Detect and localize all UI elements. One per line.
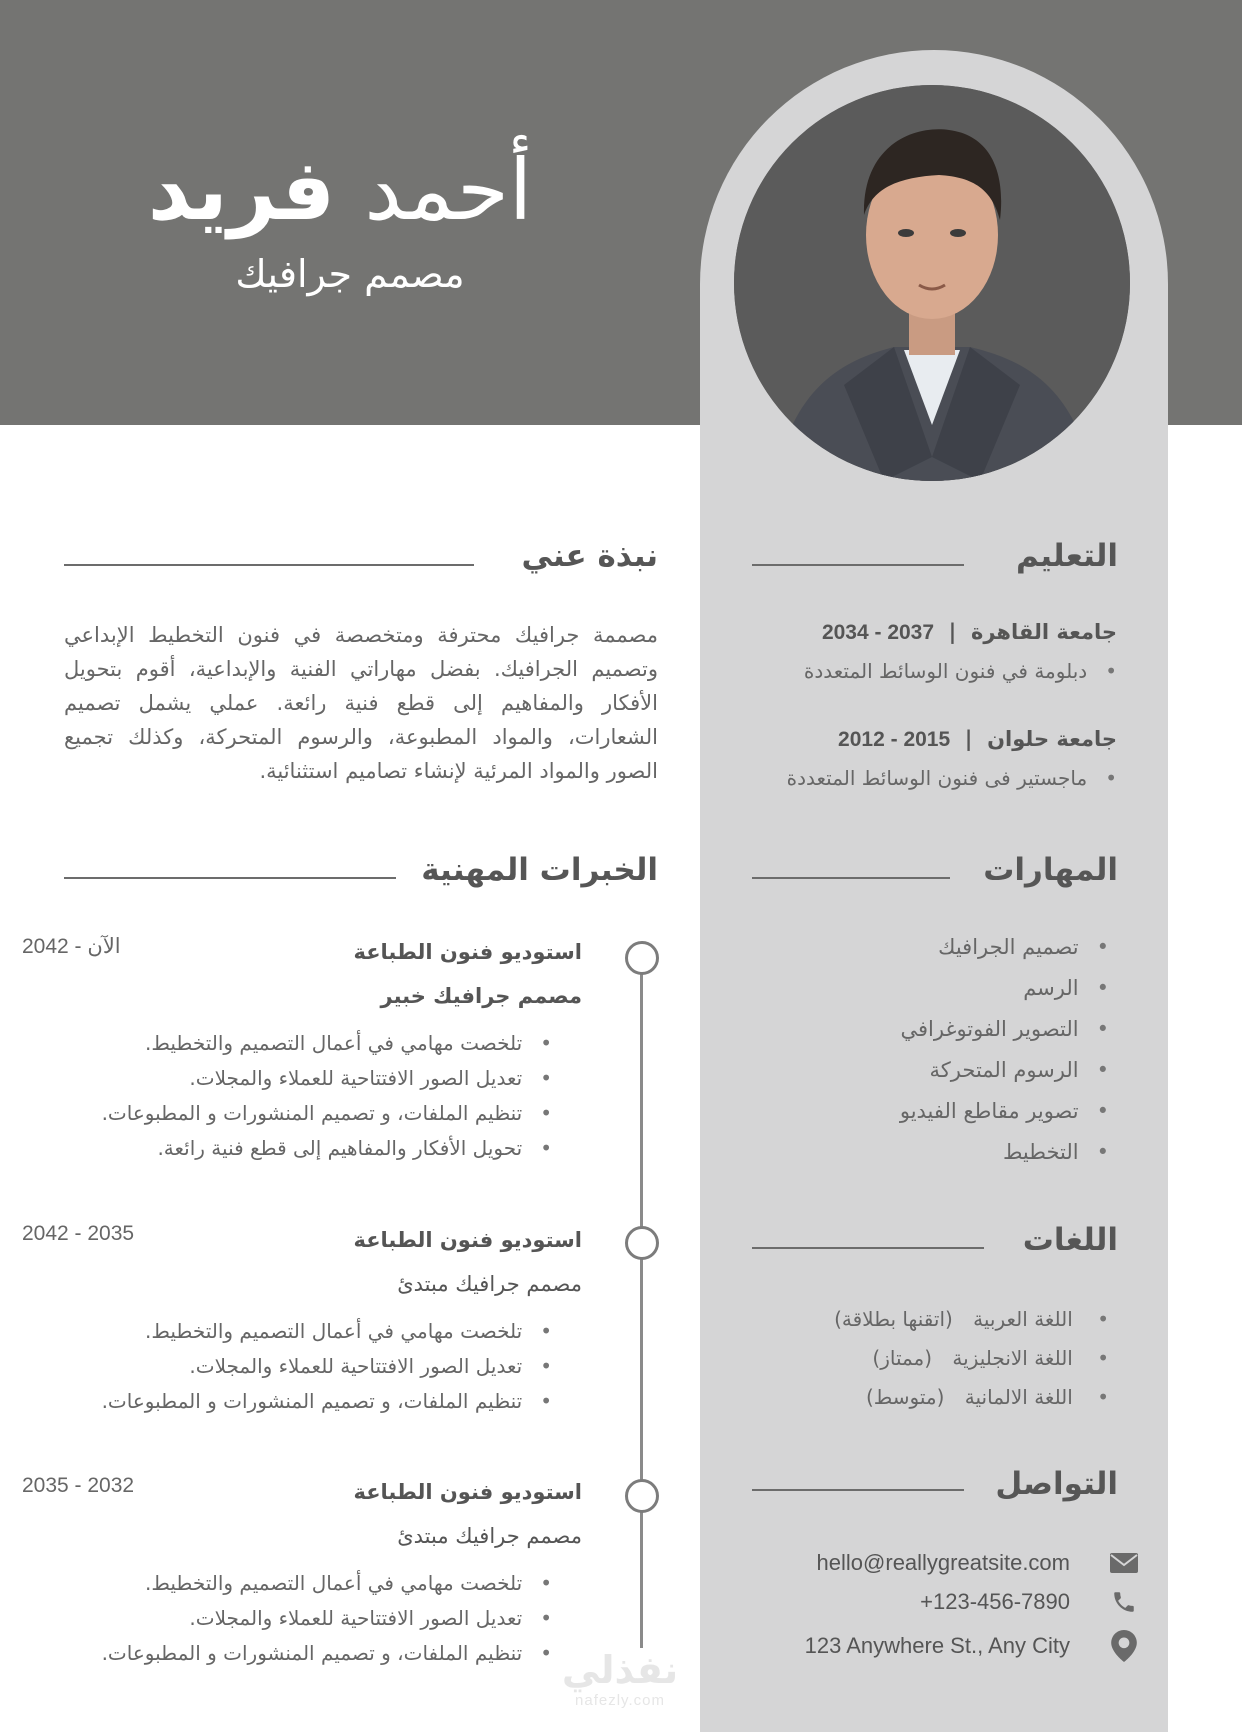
skill-item: • تصوير مقاطع الفيديو bbox=[749, 1094, 1109, 1135]
skill-item: • التصوير الفوتوغرافي bbox=[749, 1012, 1109, 1053]
school-name: جامعة حلوان bbox=[987, 727, 1117, 751]
skills-divider bbox=[752, 877, 950, 879]
language-item bbox=[729, 1341, 1109, 1380]
language-item bbox=[729, 1380, 1109, 1419]
language-item bbox=[729, 1302, 1109, 1341]
skill-item: • الرسوم المتحركة bbox=[749, 1053, 1109, 1094]
first-name: أحمد bbox=[364, 141, 533, 239]
language-name: اللغة الانجليزية bbox=[952, 1346, 1073, 1370]
job-role: مصمم جرافيك خبير bbox=[380, 984, 582, 1008]
envelope-icon bbox=[1108, 1547, 1140, 1579]
job-task: • تعديل الصور الافتتاحية للعملاء والمجلات. bbox=[32, 1351, 552, 1386]
education-heading bbox=[717, 727, 1117, 752]
education-years: 2015 - 2012 bbox=[838, 728, 951, 751]
email-text[interactable]: hello@reallygreatsite.com bbox=[816, 1550, 1070, 1575]
contact-title: التواصل bbox=[995, 1466, 1118, 1502]
watermark bbox=[540, 1648, 700, 1709]
job-task: • تعديل الصور الافتتاحية للعملاء والمجلات. bbox=[32, 1603, 552, 1638]
school-name: جامعة القاهرة bbox=[970, 620, 1117, 644]
job-task: • تلخصت مهامي في أعمال التصميم والتخطيط. bbox=[32, 1568, 552, 1603]
languages-divider bbox=[752, 1247, 984, 1249]
timeline-node bbox=[625, 1226, 659, 1260]
skill-item: • التخطيط bbox=[749, 1135, 1109, 1176]
job-date: 2035 - 2032 bbox=[22, 1474, 135, 1497]
language-level: (متوسط) bbox=[866, 1385, 945, 1409]
job-title: مصمم جرافيك bbox=[235, 252, 465, 296]
job-task: • تنظيم الملفات، و تصميم المنشورات و المطبوعات. bbox=[32, 1098, 552, 1133]
job-date: 2042 - 2035 bbox=[22, 1222, 135, 1245]
job-role: مصمم جرافيك مبتدئ bbox=[397, 1272, 582, 1296]
contact-email[interactable] bbox=[700, 1545, 1100, 1581]
language-name: اللغة الالمانية bbox=[964, 1385, 1073, 1409]
language-level: (اتقنها بطلاقة) bbox=[834, 1307, 953, 1331]
job-company: استوديو فنون الطباعة bbox=[353, 1228, 582, 1252]
address-text: 123 Anywhere St., Any City bbox=[804, 1633, 1070, 1658]
languages-list bbox=[729, 1302, 1109, 1419]
about-text: مصممة جرافيك محترفة ومتخصصة في فنون التخطيط الإبداعي وتصميم الجرافيك. بفضل مهاراتي الفنية والإبداعية، أقوم بتحويل الأفكار والمفاهيم إلى قطع فنية رائعة. عملي يشمل تصميم الشعارات، والمواد المطبوعة، والرسوم المتحركة، وكذلك تجميع الصور والمواد المرئية لإنشاء تصاميم استثنائية. bbox=[64, 623, 658, 783]
last-name: فريد bbox=[147, 141, 336, 239]
profile-photo bbox=[734, 85, 1130, 481]
timeline-node bbox=[625, 941, 659, 975]
candidate-name bbox=[140, 140, 540, 240]
education-divider bbox=[752, 564, 964, 566]
job-role: مصمم جرافيك مبتدئ bbox=[397, 1524, 582, 1548]
skills-list bbox=[749, 930, 1109, 1176]
contact-divider bbox=[752, 1489, 964, 1491]
watermark-brand-ar: نفذلي bbox=[561, 1648, 679, 1692]
separator: | bbox=[941, 620, 964, 644]
language-name: اللغة العربية bbox=[973, 1307, 1073, 1331]
watermark-brand-en: nafezly.com bbox=[575, 1692, 665, 1709]
skill-item: • الرسم bbox=[749, 971, 1109, 1012]
job-task-list bbox=[32, 1028, 552, 1168]
phone-text[interactable]: +123-456-7890 bbox=[920, 1589, 1070, 1614]
education-years: 2037 - 2034 bbox=[821, 621, 935, 644]
job-task: • تلخصت مهامي في أعمال التصميم والتخطيط. bbox=[32, 1028, 552, 1063]
timeline-node bbox=[625, 1479, 659, 1513]
job-task: • تحويل الأفكار والمفاهيم إلى قطع فنية رائعة. bbox=[32, 1133, 552, 1168]
experience-title: الخبرات المهنية bbox=[421, 852, 658, 888]
language-level: (ممتاز) bbox=[872, 1346, 933, 1370]
job-task: • تلخصت مهامي في أعمال التصميم والتخطيط. bbox=[32, 1316, 552, 1351]
separator: | bbox=[957, 727, 980, 751]
job-task-list bbox=[32, 1316, 552, 1421]
job-task: • تعديل الصور الافتتاحية للعملاء والمجلات. bbox=[32, 1063, 552, 1098]
map-pin-icon bbox=[1108, 1630, 1140, 1662]
languages-title: اللغات bbox=[1022, 1222, 1118, 1258]
skills-title: المهارات bbox=[983, 852, 1118, 888]
contact-phone[interactable] bbox=[700, 1584, 1100, 1620]
education-item bbox=[717, 620, 1117, 683]
education-item bbox=[717, 727, 1117, 790]
job-task: • تنظيم الملفات، و تصميم المنشورات و المطبوعات. bbox=[32, 1386, 552, 1421]
job-company: استوديو فنون الطباعة bbox=[353, 940, 582, 964]
education-title: التعليم bbox=[1015, 538, 1118, 574]
job-company: استوديو فنون الطباعة bbox=[353, 1480, 582, 1504]
about-title: نبذة عني bbox=[521, 538, 658, 574]
job-date: 2042 - الآن bbox=[22, 935, 121, 958]
skill-item: • تصميم الجرافيك bbox=[749, 930, 1109, 971]
phone-icon bbox=[1108, 1586, 1140, 1618]
contact-address bbox=[700, 1628, 1100, 1664]
timeline-line bbox=[640, 958, 643, 1648]
education-degree: • دبلومة في فنون الوسائط المتعددة bbox=[717, 659, 1117, 683]
education-heading bbox=[717, 620, 1117, 645]
job-task: • تنظيم الملفات، و تصميم المنشورات و المطبوعات. bbox=[32, 1638, 552, 1673]
education-degree: • ماجستير فى فنون الوسائط المتعددة bbox=[717, 766, 1117, 790]
about-divider bbox=[64, 564, 474, 566]
job-task-list bbox=[32, 1568, 552, 1673]
experience-divider bbox=[64, 877, 396, 879]
